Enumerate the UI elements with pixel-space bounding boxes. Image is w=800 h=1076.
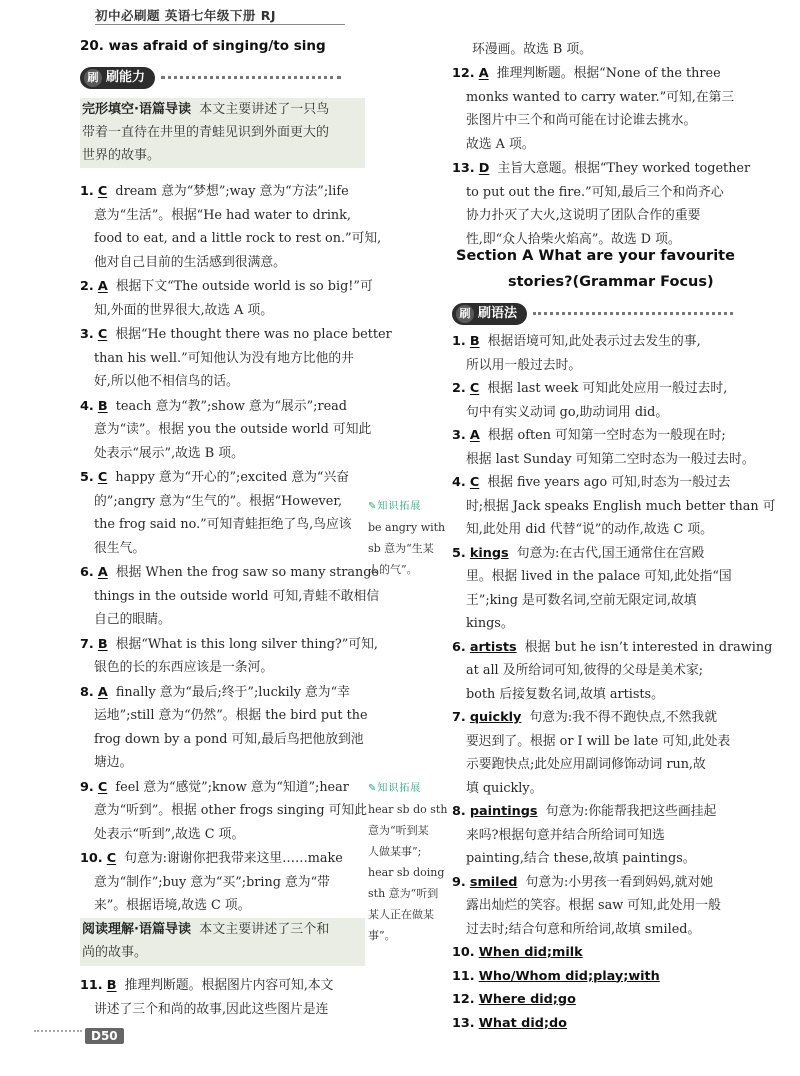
answer-value: C: [97, 327, 108, 342]
explanation-line: 根据语境可知,此处表示过去发生的事,: [479, 334, 701, 349]
explanation-line: 根据“What is this long silver thing?”可知,: [107, 636, 378, 652]
question-number: 1.: [80, 184, 94, 199]
answer-value: paintings: [469, 804, 538, 819]
question-number: 8.: [452, 804, 466, 819]
answer-item: [80, 395, 372, 466]
explanation-line: frog down by a pond 可知,最后鸟把他放到池: [94, 731, 364, 747]
explanation-line: 示要跑快点;此处应用副词修饰动词 run,故: [466, 757, 706, 772]
cloze-intro-line: 世界的故事。: [82, 148, 161, 163]
answer-item: [452, 471, 776, 542]
answer-value: A: [97, 565, 108, 580]
explanation-line: kings。: [466, 616, 514, 631]
reading-answer-11: [80, 974, 365, 1021]
explanation-line: 知,此处用 did 代替“说”的动作,故选 C 项。: [466, 522, 713, 537]
explanation-line: 意为“读”。根据 you the outside world 可知此: [94, 422, 372, 437]
answer-value: A: [97, 279, 108, 294]
answer-value: Where did;go: [478, 992, 576, 1007]
explanation-line: 时;根据 Jack speaks English much better than 可: [466, 498, 776, 514]
header-rule: [95, 24, 345, 25]
explanation-line: 意为“制作”;buy 意为“买”;bring 意为“带: [94, 874, 330, 890]
explanation-line: than his well.”可知他认为没有地方比他的井: [94, 350, 354, 366]
explanation-line: the frog said no.”可知青蛙拒绝了鸟,鸟应该: [94, 517, 352, 532]
answer-value: C: [469, 475, 480, 490]
explanation-line: 塘边。: [94, 755, 133, 770]
explanation-line: 主旨大意题。根据“They worked together: [489, 161, 751, 176]
side-note-line: 意为“听到某: [368, 824, 429, 837]
answer-value: When did;milk: [478, 945, 583, 960]
answer-20: 20. was afraid of singing/to sing: [80, 38, 326, 54]
explanation-line: 推理判断题。根据“None of the three: [488, 66, 721, 81]
dotted-divider: [161, 76, 341, 80]
pencil-icon: ✎: [368, 783, 378, 794]
answer-item: [80, 681, 368, 775]
answer-value: C: [97, 470, 108, 485]
explanation-line: 填 quickly。: [466, 780, 543, 796]
explanation-line: 推理判断题。根据图片内容可知,本文: [124, 978, 334, 993]
answer-item: [80, 847, 365, 918]
question-number: 6.: [80, 565, 94, 580]
answer-value: B: [97, 398, 108, 414]
explanation-line: painting,结合 these,故填 paintings。: [466, 851, 696, 866]
brush-icon: 刷: [456, 305, 474, 323]
answer-value: artists: [469, 639, 517, 655]
side-note-line: 事”。: [368, 929, 396, 942]
answer-value: quickly: [469, 710, 522, 725]
explanation-line: 根据 When the frog saw so many strange: [107, 565, 379, 580]
explanation-line: 协力扑灭了大火,这说明了团队合作的重要: [466, 208, 701, 223]
question-number: 2.: [452, 381, 466, 396]
explanation-line: 露出灿烂的笑容。根据 saw 可知,此处用一般: [466, 898, 721, 913]
answer-value: C: [97, 779, 108, 795]
explanation-line: happy 意为“开心的”;excited 意为“兴奋: [107, 470, 350, 485]
explanation-line: 王”;king 是可数名词,空前无限定词,故填: [466, 592, 697, 608]
answer-value: C: [469, 381, 480, 396]
knowledge-tag: ✎知识拓展: [368, 783, 422, 794]
explanation-line: 来吗?根据句意并结合所给词可知选: [466, 827, 665, 843]
side-note-line: 人做某事”;: [368, 845, 422, 858]
explanation-line: 句意为:谢谢你把我带来这里……make: [116, 851, 343, 866]
answer-letter: B: [106, 978, 117, 993]
answer-item: [452, 988, 742, 1012]
answer-item: [452, 424, 755, 471]
answer-item: [80, 323, 392, 394]
practice-pill: [80, 67, 155, 89]
answer-item: [452, 1012, 742, 1036]
explanation-line: 意为“听到”。根据 other frogs singing 可知此: [94, 803, 368, 818]
cloze-intro-label: 完形填空·语篇导读: [82, 102, 191, 117]
question-number: 3.: [80, 327, 94, 342]
reading-answers-right: [452, 62, 751, 252]
footer-dots: [34, 1030, 82, 1032]
question-number: 10.: [452, 945, 475, 960]
explanation-line: 意为“生活”。根据“He had water to drink,: [94, 207, 351, 223]
question-number: 9.: [80, 779, 94, 795]
answer-value: C: [106, 851, 117, 866]
answer-value: A: [97, 684, 108, 700]
side-note-line: sb 意为“生某: [368, 542, 434, 555]
answer-item: [452, 800, 742, 871]
side-note-2: [368, 778, 448, 946]
explanation-line: 很生气。: [94, 540, 146, 556]
answer-item: [80, 466, 365, 560]
answer-value: D: [478, 161, 490, 176]
question-number: 11.: [452, 968, 475, 984]
question-number: 6.: [452, 639, 466, 655]
answer-item: [452, 330, 742, 377]
explanation-line: monks wanted to carry water.”可知,在第三: [466, 89, 735, 105]
explanation-line: to put out the fire.”可知,最后三个和尚齐心: [466, 184, 724, 200]
explanation-line: finally 意为“最后;终于”;luckily 意为“幸: [107, 684, 350, 700]
explanation-line: 根据 often 可知第一空时态为一般现在时;: [479, 428, 726, 443]
question-number: 2.: [80, 279, 94, 294]
side-note-line: sth 意为“听到: [368, 887, 439, 900]
answer-value: A: [469, 428, 480, 443]
pencil-icon: ✎: [368, 501, 378, 512]
reading-intro: [82, 918, 367, 964]
explanation-line: 根据下文“The outside world is so big!”可: [107, 279, 373, 294]
explanation-line: 所以用一般过去时。: [466, 357, 582, 373]
answer-item: [80, 776, 368, 847]
page-header: 初中必刷题 英语七年级下册 RJ: [95, 8, 276, 23]
answer-value: C: [97, 184, 108, 199]
answer-item: [80, 180, 382, 274]
explanation-line: 知,外面的世界很大,故选 A 项。: [94, 302, 274, 318]
reading-intro-line: 尚的故事。: [82, 945, 148, 960]
explanation-line: 句意为:在古代,国王通常住在宫殿: [508, 545, 705, 561]
answer-value: kings: [469, 545, 509, 561]
answer-value: What did;do: [478, 1015, 567, 1031]
reading-intro-label: 阅读理解·语篇导读: [82, 922, 191, 937]
side-note-1: [368, 496, 448, 580]
answer-item: [452, 871, 742, 942]
section-title-line1: Section A What are your favourite: [456, 248, 735, 264]
page-number: D50: [85, 1028, 124, 1044]
explanation-line: 运地”;still 意为“仍然”。根据 the bird put the: [94, 708, 368, 723]
answer-value: A: [478, 66, 489, 81]
answer-item: [452, 542, 742, 636]
explanation-line: both 后接复数名词,故填 artists。: [466, 686, 664, 702]
explanation-line: feel 意为“感觉”;know 意为“知道”;hear: [107, 779, 349, 795]
practice-label: 刷能力: [106, 70, 146, 85]
question-number: 1.: [452, 334, 466, 349]
side-note-line: hear sb do sth: [368, 803, 448, 816]
explanation-line: 句中有实义动词 go,助动词用 did。: [466, 404, 669, 420]
answer-item: [452, 636, 773, 707]
cloze-intro: [82, 98, 367, 167]
question-number: 11.: [80, 978, 103, 993]
question-number: 9.: [452, 874, 466, 890]
practice-banner: [80, 66, 341, 90]
question-number: 12.: [452, 992, 475, 1007]
explanation-line: 张图片中三个和尚可能在讨论谁去挑水。: [466, 113, 697, 128]
answer-item: [452, 157, 751, 251]
answer-value: B: [97, 636, 108, 652]
explanation-line: 故选 A 项。: [466, 136, 535, 152]
explanation-line: 性,即“众人拾柴火焰高”。故选 D 项。: [466, 231, 681, 247]
grammar-banner: [452, 302, 733, 326]
answer-value: B: [469, 334, 480, 349]
explanation-line: teach 意为“教”;show 意为“展示”;read: [107, 398, 347, 414]
answer-item: [452, 377, 742, 424]
explanation-line: 句意为:我不得不跑快点,不然我就: [521, 710, 717, 725]
answer-item: [452, 62, 742, 156]
explanation-line: 的”;angry 意为“生气的”。根据“However,: [94, 493, 343, 509]
answer-item: [80, 633, 378, 680]
side-note-line: 某人正在做某: [368, 908, 434, 921]
explanation-line: 银色的长的东西应该是一条河。: [94, 660, 274, 675]
question-number: 4.: [80, 398, 94, 414]
side-note-line: hear sb doing: [368, 866, 445, 879]
explanation-line: things in the outside world 可知,青蛙不敢相信: [94, 588, 380, 604]
question-number: 10.: [80, 851, 103, 866]
grammar-answers: [452, 330, 776, 1035]
question-number: 4.: [452, 475, 466, 490]
answer-item: [80, 275, 373, 322]
question-number: 5.: [452, 545, 466, 561]
answer-item: [452, 965, 742, 989]
explanation-line: 来”。根据语境,故选 C 项。: [94, 898, 251, 913]
explanation-line: 自己的眼睛。: [94, 612, 171, 627]
grammar-label: 刷语法: [478, 306, 518, 321]
question-number: 7.: [80, 636, 94, 652]
side-note-line: be angry with: [368, 521, 446, 534]
explanation-line: 他对自己目前的生活感到很满意。: [94, 254, 286, 270]
brush-icon: 刷: [84, 69, 102, 87]
explanation-line: 好,所以他不相信鸟的话。: [94, 374, 239, 389]
question-number: 13.: [452, 161, 475, 176]
explanation-line: 根据“He thought there was no place better: [107, 327, 392, 342]
explanation-line: 句意为:小男孩一看到妈妈,就对她: [517, 874, 714, 890]
answer-item: [80, 561, 380, 632]
grammar-pill: [452, 303, 527, 325]
explanation-line: 根据 but he isn’t interested in drawing: [516, 639, 773, 655]
question-number: 12.: [452, 66, 475, 81]
explanation-line: 根据 last Sunday 可知第二空时态为一般过去时。: [466, 451, 755, 467]
explanation-line: 处表示“展示”,故选 B 项。: [94, 445, 244, 461]
answer-value: Who/Whom did;play;with: [478, 968, 660, 984]
question-number: 7.: [452, 710, 466, 725]
section-title-line2: stories?(Grammar Focus): [508, 274, 714, 290]
explanation-line: 根据 last week 可知此处应用一般过去时,: [479, 381, 728, 396]
side-note-line: 人的气”。: [368, 563, 418, 576]
explanation-line: 处表示“听到”,故选 C 项。: [94, 826, 245, 842]
answer-value: smiled: [469, 874, 518, 890]
cloze-intro-line: 本文主要讲述了一只鸟: [199, 102, 330, 117]
explanation-line: food to eat, and a little rock to rest on.”可知,: [94, 231, 382, 246]
explanation-line: 里。根据 lived in the palace 可知,此处指“国: [466, 569, 732, 584]
explanation-line: 讲述了三个和尚的故事,因此这些图片是连: [94, 1001, 329, 1017]
cloze-answers: [80, 180, 392, 919]
explanation-line: 过去时;结合句意和所给词,故填 smiled。: [466, 921, 701, 937]
reading-continued: 环漫画。故选 B 项。: [472, 42, 592, 57]
explanation-line: dream 意为“梦想”;way 意为“方法”;life: [107, 184, 349, 199]
answer-item: [452, 706, 742, 800]
question-number: 13.: [452, 1015, 475, 1031]
reading-intro-line: 本文主要讲述了三个和: [199, 922, 330, 937]
cloze-intro-line: 带着一直待在井里的青蛙见识到外面更大的: [82, 125, 330, 140]
answer-item: [452, 941, 742, 965]
explanation-line: 要迟到了。根据 or I will be late 可知,此处表: [466, 733, 731, 749]
knowledge-tag: ✎知识拓展: [368, 501, 422, 512]
question-number: 5.: [80, 470, 94, 485]
explanation-line: at all 及所给词可知,彼得的父母是美术家;: [466, 663, 704, 678]
explanation-line: 句意为:你能帮我把这些画挂起: [537, 804, 717, 819]
dotted-divider: [533, 312, 733, 316]
explanation-line: 根据 five years ago 可知,时态为一般过去: [479, 475, 731, 490]
question-number: 8.: [80, 684, 94, 700]
question-number: 3.: [452, 428, 466, 443]
